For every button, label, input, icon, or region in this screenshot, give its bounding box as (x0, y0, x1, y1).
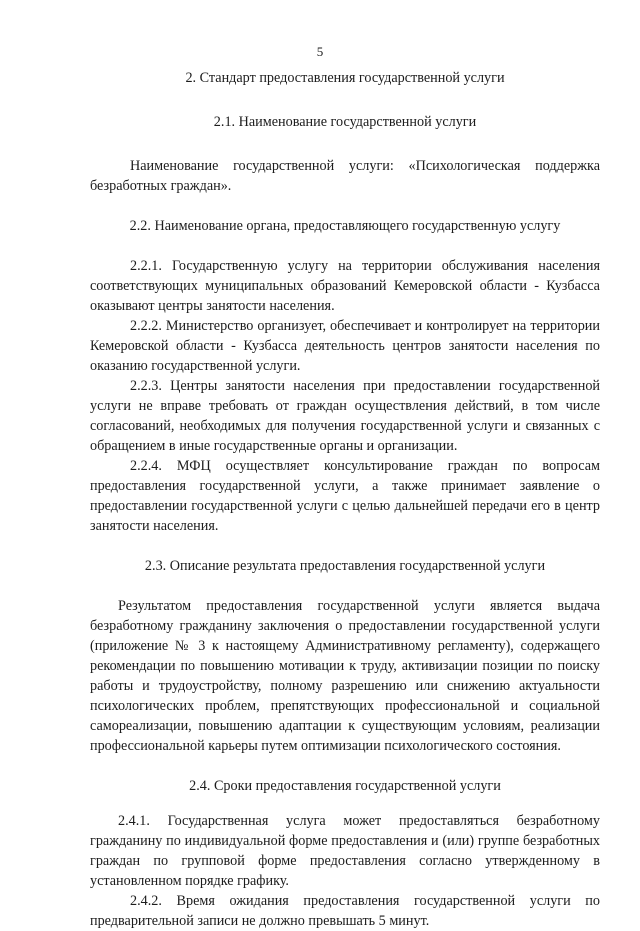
section-2-1-heading: 2.1. Наименование государственной услуги (213, 114, 477, 130)
paragraph-2-4-2: 2.4.2. Время ожидания предоставления государственной услуги по предварительной записи не должно превышать 5 минут. (90, 893, 600, 929)
paragraph-2-2-4: 2.2.4. МФЦ осуществляет консультирование граждан по вопросам предоставления государственной услуги, а также принимает заявление о предоставлении государственной услуги с целью дальнейшей передачи его в центр занятости населения. (90, 458, 600, 534)
document-body (90, 68, 600, 931)
section-2-3-heading: 2.3. Описание результата предоставления государственной услуги (144, 558, 546, 574)
paragraph-2-2-2: 2.2.2. Министерство организует, обеспечивает и контролирует на территории Кемеровской области - Кузбасса деятельность центров занятости населения по оказанию государственной услуги. (90, 318, 600, 374)
page-number: 5 (316, 44, 324, 59)
paragraph-2-4-1: 2.4.1. Государственная услуга может предоставляться безработному гражданину по индивидуальной форме предоставления и (или) группе безработных граждан по групповой форме предоставления согласно утвержденному в установленном порядке графику. (90, 813, 600, 889)
section-2-2-heading: 2.2. Наименование органа, предоставляющего государственную услугу (129, 218, 561, 234)
section-2-heading: 2. Стандарт предоставления государственной услуги (185, 70, 505, 86)
section-2-4-heading: 2.4. Сроки предоставления государственной услуги (189, 778, 501, 794)
paragraph-2-2-1: 2.2.1. Государственную услугу на территории обслуживания населения соответствующих муниципальных образований Кемеровской области - Кузбасса оказывают центры занятости населения. (90, 258, 600, 314)
section-2-3-text: Результатом предоставления государственной услуги является выдача безработному гражданину заключения о предоставлении государственной услуги (приложение № 3 к настоящему Административному регламенту), содержащего рекомендации по повышению мотивации к труду, активизации позиции по поиску работы и трудоустройству, полному разрешению или снижению актуальности психологических проблем, препятствующих профессиональной и социальной самореализации, повышению адаптации к существующим условиям, реализации профессиональной карьеры путем оптимизации психологического состояния. (90, 598, 600, 754)
paragraph-2-2-3: 2.2.3. Центры занятости населения при предоставлении государственной услуги не вправе требовать от граждан осуществления действий, в том числе согласований, необходимых для получения государственной услуги и связанных с обращением в иные государственные органы и организации. (90, 378, 600, 454)
section-2-1-text: Наименование государственной услуги: «Психологическая поддержка безработных граждан». (90, 158, 600, 194)
